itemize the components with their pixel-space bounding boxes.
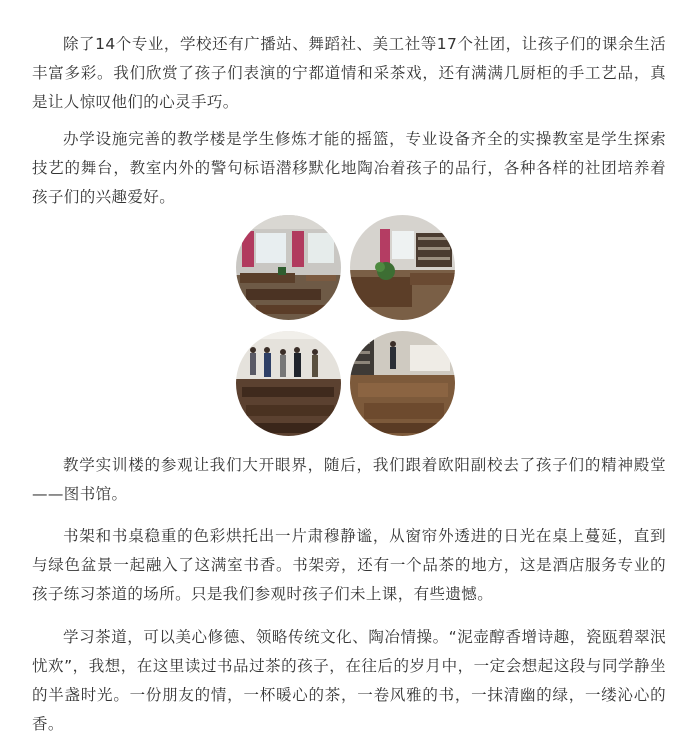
photo-tea-room bbox=[350, 331, 455, 436]
paragraph-2: 办学设施完善的教学楼是学生修炼才能的摇篮，专业设备齐全的实操教室是学生探索技艺的舞台，教室内外的警句标语潜移默化地陶冶着孩子的品行，各种各样的社团培养着孩子们的兴趣爱好。 bbox=[32, 130, 666, 206]
paragraph-4: 书架和书桌稳重的色彩烘托出一片肃穆静谧，从窗帘外透进的日光在桌上蔓延，直到与绿色盆景一起融入了这满室书香。书架旁，还有一个品茶的地方，这是酒店服务专业的孩子练习茶道的场所。只是我们参观时孩子们未上课，有些遗憾。 bbox=[32, 527, 666, 603]
photo-classroom-1 bbox=[236, 215, 341, 320]
paragraph-5: 学习茶道，可以美心修德、领略传统文化、陶冶情操。“泥壶醇香增诗趣，瓷瓯碧翠泯忧欢”，我想，在这里读过书品过茶的孩子，在往后的岁月中，一定会想起这段与同学静坐的半盏时光。一份朋友的情，一杯暖心的茶，一卷风雅的书，一抹清幽的绿，一缕沁心的香。 bbox=[32, 628, 666, 733]
photo-classroom-2 bbox=[350, 215, 455, 320]
photo-visitors bbox=[236, 331, 341, 436]
paragraph-1: 除了14个专业，学校还有广播站、舞蹈社、美工社等17个社团，让孩子们的课余生活丰富多彩。我们欣赏了孩子们表演的宁都道情和采茶戏，还有满满几厨柜的手工艺品，真是让人惊叹他们的心灵手巧。 bbox=[32, 35, 666, 111]
paragraph-3: 教学实训楼的参观让我们大开眼界，随后，我们跟着欧阳副校去了孩子们的精神殿堂——图书馆。 bbox=[32, 456, 666, 503]
